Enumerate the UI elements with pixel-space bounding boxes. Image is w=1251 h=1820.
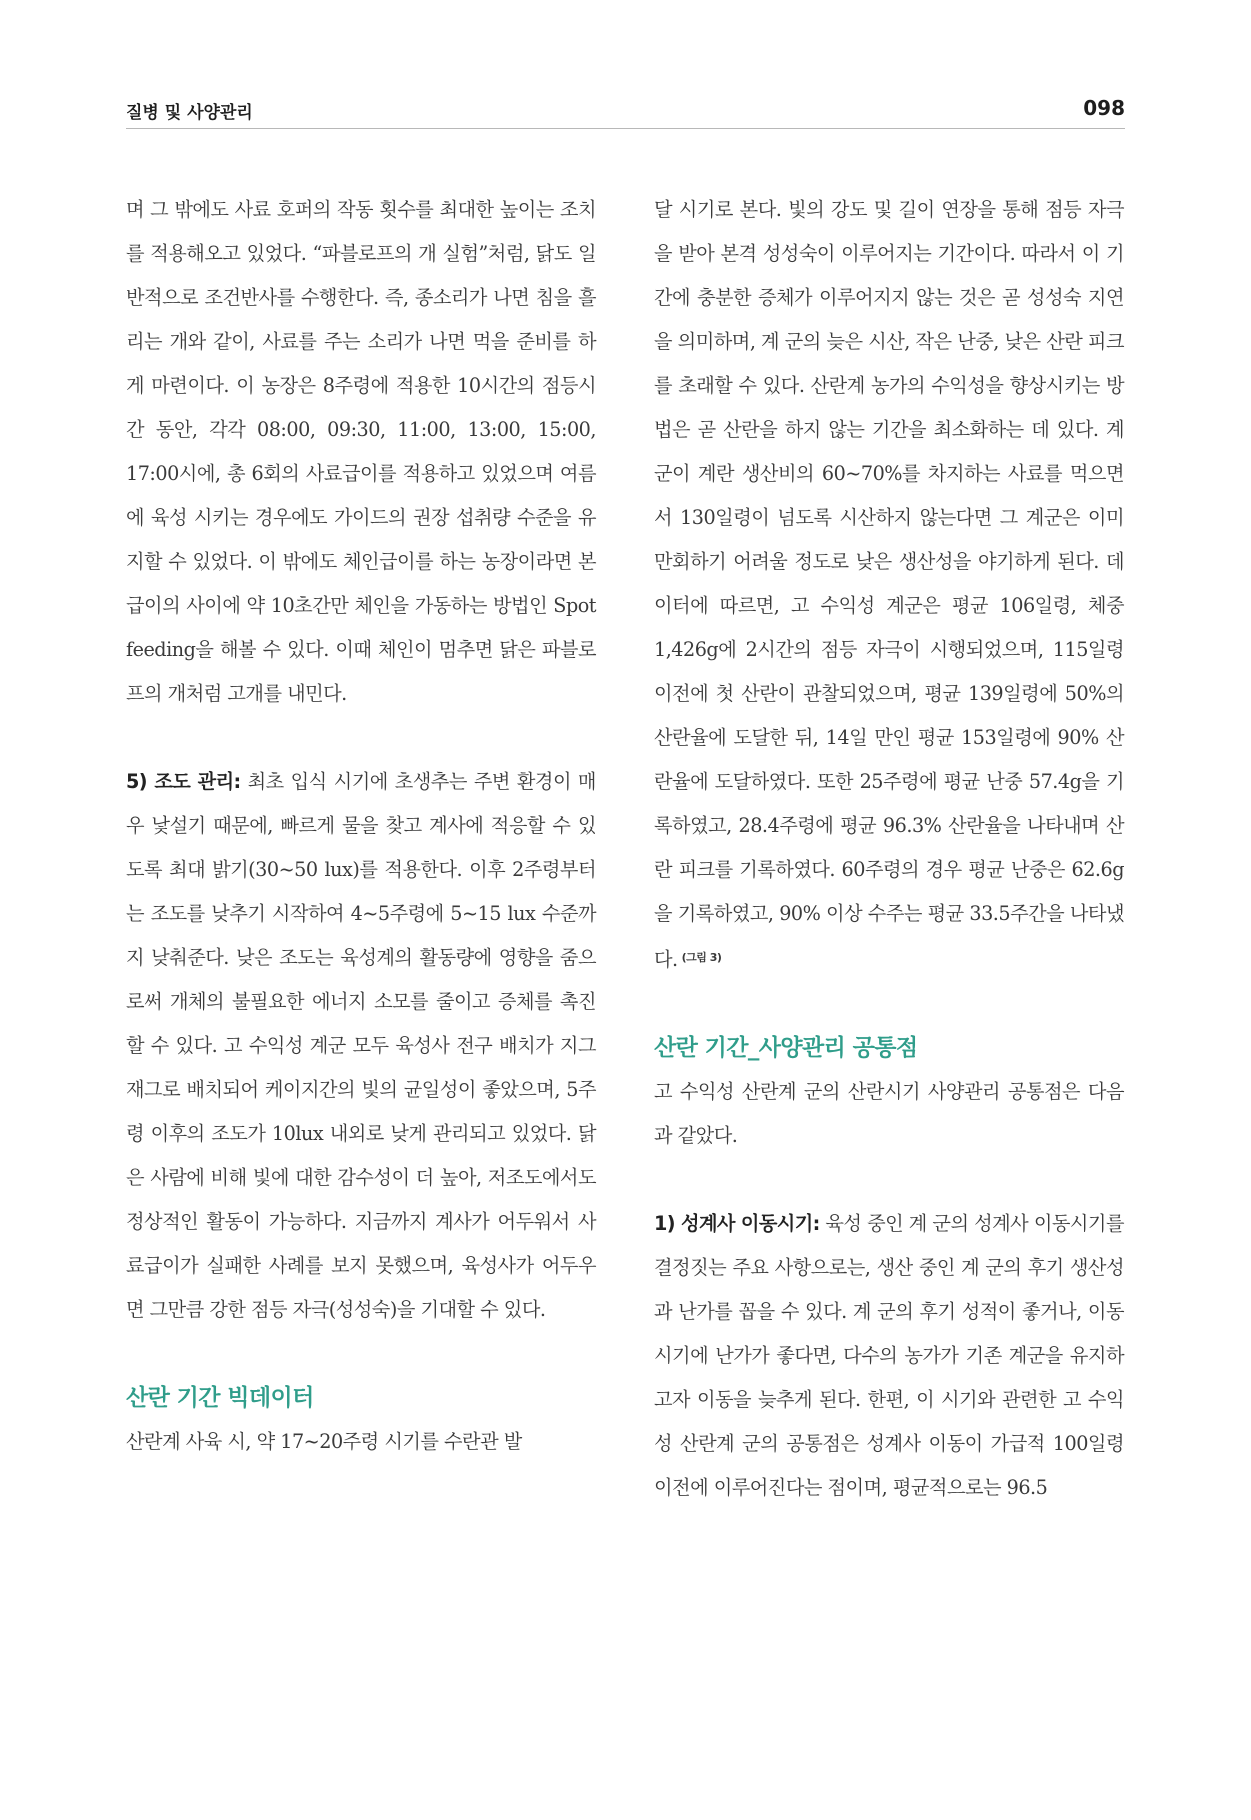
right-column xyxy=(654,188,1124,1510)
running-section-title: 질병 및 사양관리 xyxy=(126,103,253,123)
body-paragraph: 며 그 밖에도 사료 호퍼의 작동 횟수를 최대한 높이는 조치를 적용해오고 있었다. “파블로프의 개 실험”처럼, 닭도 일반적으로 조건반사를 수행한다. 즉, 종소리가 나면 침을 흘리는 개와 같이, 사료를 주는 소리가 나면 먹을 준비를 하게 마련이다. 이 농장은 8주령에 적용한 10시간의 점등시간 동안, 각각 08:00, 09:30, 11:00, 13:00, 15:00, 17:00시에, 총 6회의 사료급이를 적용하고 있었으며 여름에 육성 시키는 경우에도 가이드의 권장 섭취량 수준을 유지할 수 있었다. 이 밖에도 체인급이를 하는 농장이라면 본 급이의 사이에 약 10초간만 체인을 가동하는 방법인 Spot feeding을 해볼 수 있다. 이때 체인이 멈추면 닭은 파블로프의 개처럼 고개를 내민다. xyxy=(126,198,596,705)
subheading: 산란 기간 빅데이터 xyxy=(126,1385,314,1411)
body-paragraph xyxy=(654,1202,1124,1510)
body-paragraph xyxy=(654,188,1124,982)
paragraph-text: 최초 입식 시기에 초생추는 주변 환경이 매우 낯설기 때문에, 빠르게 물을 찾고 계사에 적응할 수 있도록 최대 밝기(30~50 lux)를 적용한다. 이후 2주령부터는 조도를 낮추기 시작하여 4~5주령에 5~15 lux 수준까지 낮춰준다. 낮은 조도는 육성계의 활동량에 영향을 줌으로써 개체의 불필요한 에너지 소모를 줄이고 증체를 촉진할 수 있다. 고 수익성 계군 모두 육성사 전구 배치가 지그재그로 배치되어 케이지간의 빛의 균일성이 좋았으며, 5주령 이후의 조도가 10lux 내외로 낮게 관리되고 있었다. 닭은 사람에 비해 빛에 대한 감수성이 더 높아, 저조도에서도 정상적인 활동이 가능하다. 지금까지 계사가 어두워서 사료급이가 실패한 사례를 보지 못했으며, 육성사가 어두우면 그만큼 강한 점등 자극(성성숙)을 기대할 수 있다. xyxy=(126,770,596,1321)
left-column xyxy=(126,188,596,1464)
body-paragraph: 산란계 사육 시, 약 17~20주령 시기를 수란관 발 xyxy=(126,1430,522,1453)
header-divider xyxy=(126,128,1125,129)
body-paragraph xyxy=(126,760,596,1332)
page-number: 098 xyxy=(1083,96,1125,120)
paragraph-lead: 5) 조도 관리: xyxy=(126,770,241,793)
paragraph-lead: 1) 성계사 이동시기: xyxy=(654,1212,820,1235)
paragraph-text: 육성 중인 계 군의 성계사 이동시기를 결정짓는 주요 사항으로는, 생산 중인 계 군의 후기 생산성과 난가를 꼽을 수 있다. 계 군의 후기 성적이 좋거나, 이동시기에 난가가 좋다면, 다수의 농가가 기존 계군을 유지하고자 이동을 늦추게 된다. 한편, 이 시기와 관련한 고 수익성 산란계 군의 공통점은 성계사 이동이 가급적 100일령 이전에 이루어진다는 점이며, 평균적으로는 96.5 xyxy=(654,1212,1124,1499)
body-paragraph: 고 수익성 산란계 군의 산란시기 사양관리 공통점은 다음과 같았다. xyxy=(654,1080,1124,1147)
figure-reference: (그림 3) xyxy=(681,951,722,964)
paragraph-text: 달 시기로 본다. 빛의 강도 및 길이 연장을 통해 점등 자극을 받아 본격 성성숙이 이루어지는 기간이다. 따라서 이 기간에 충분한 증체가 이루어지지 않는 것은 곧 성성숙 지연을 의미하며, 계 군의 늦은 시산, 작은 난중, 낮은 산란 피크를 초래할 수 있다. 산란계 농가의 수익성을 향상시키는 방법은 곧 산란을 하지 않는 기간을 최소화하는 데 있다. 계 군이 계란 생산비의 60~70%를 차지하는 사료를 먹으면서 130일령이 넘도록 시산하지 않는다면 그 계군은 이미 만회하기 어려울 정도로 낮은 생산성을 야기하게 된다. 데이터에 따르면, 고 수익성 계군은 평균 106일령, 체중 1,426g에 2시간의 점등 자극이 시행되었으며, 115일령 이전에 첫 산란이 관찰되었으며, 평균 139일령에 50%의 산란율에 도달한 뒤, 14일 만인 평균 153일령에 90% 산란율에 도달하였다. 또한 25주령에 평균 난중 57.4g을 기록하였고, 28.4주령에 평균 96.3% 산란율을 나타내며 산란 피크를 기록하였다. 60주령의 경우 평균 난중은 62.6g을 기록하였고, 90% 이상 수주는 평균 33.5주간을 나타냈다. xyxy=(654,198,1124,971)
subheading: 산란 기간_사양관리 공통점 xyxy=(654,1035,918,1061)
page-header xyxy=(126,96,1125,128)
